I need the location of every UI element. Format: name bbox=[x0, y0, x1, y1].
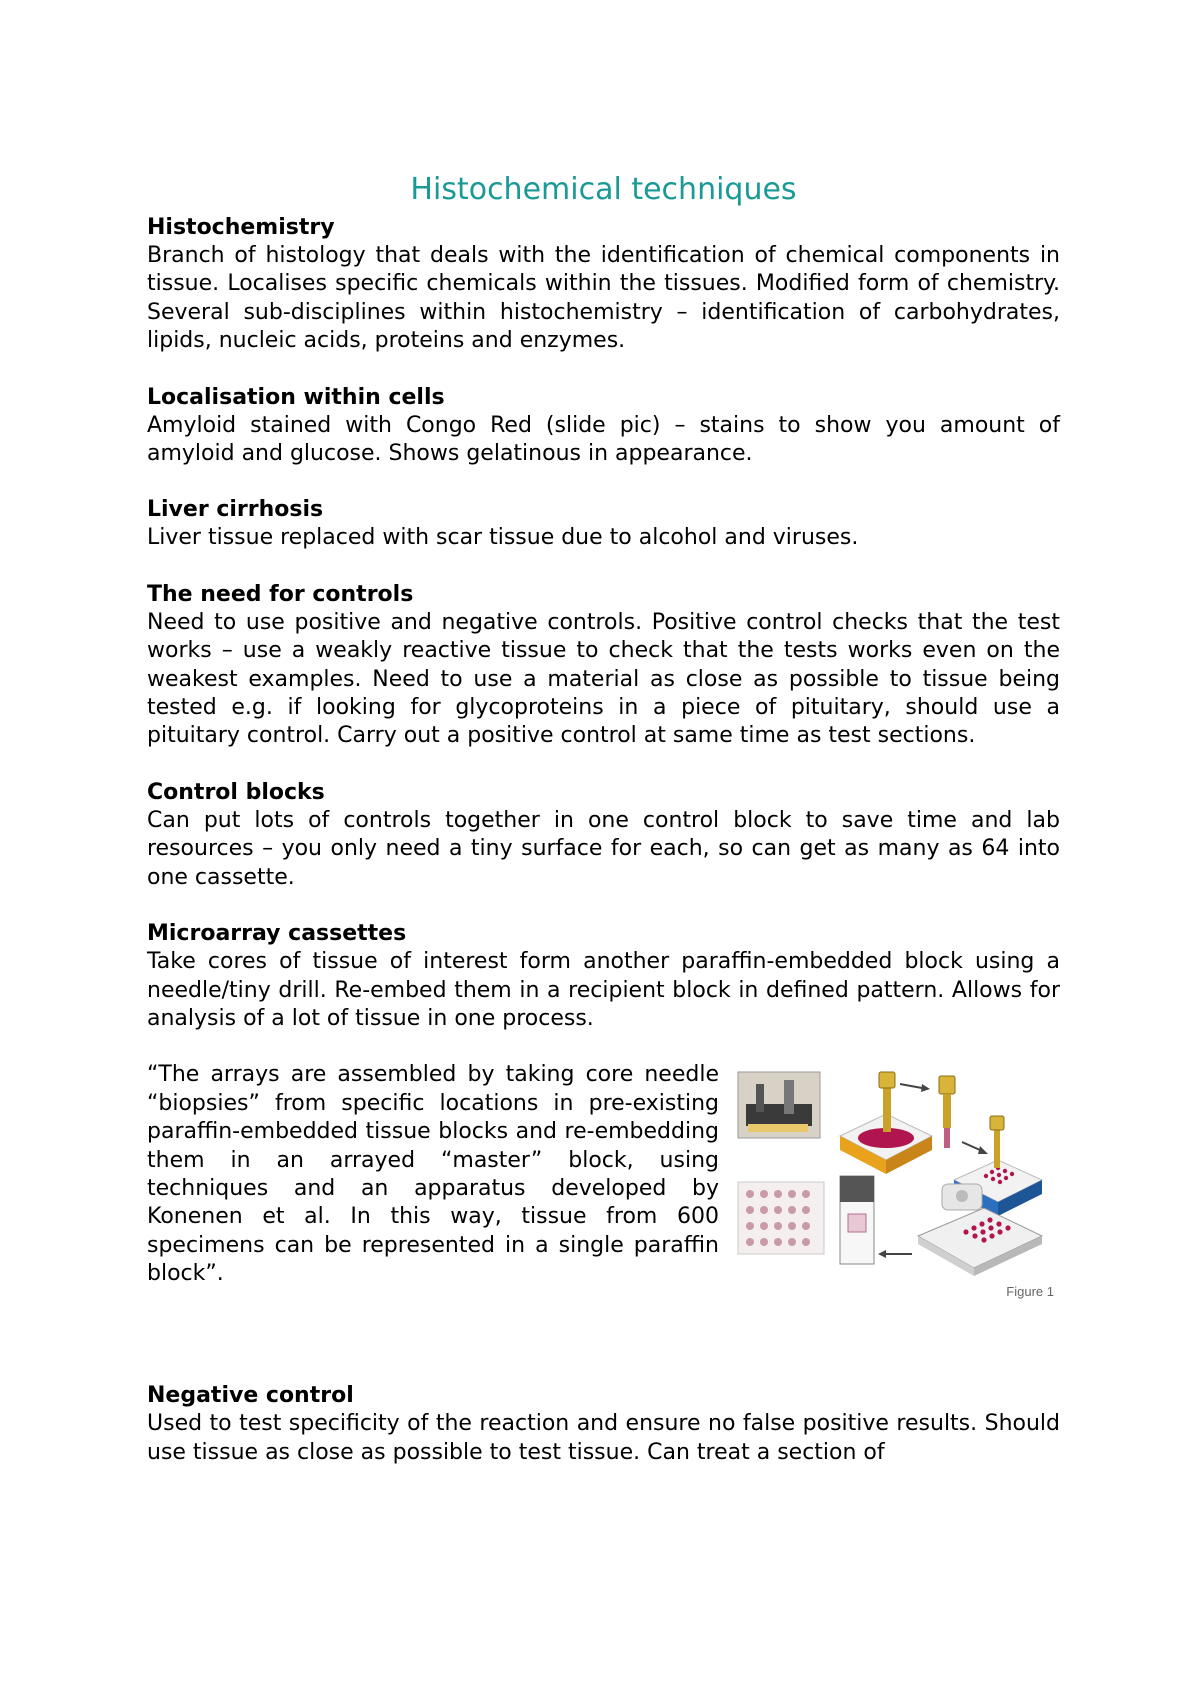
section-need-for-controls bbox=[147, 581, 1060, 751]
microtome bbox=[942, 1184, 982, 1210]
page-title: Histochemical techniques bbox=[410, 172, 797, 207]
sectioned-block bbox=[918, 1208, 1042, 1276]
section-heading: Liver cirrhosis bbox=[147, 497, 324, 523]
section-body: Liver tissue replaced with scar tissue due to alcohol and viruses. bbox=[147, 525, 859, 551]
array-sections-photo bbox=[738, 1182, 824, 1254]
section-heading: Localisation within cells bbox=[147, 384, 445, 410]
arrayer-photo bbox=[738, 1072, 820, 1138]
section-body: Amyloid stained with Congo Red (slide pic) – stains to show you amount of amyloid and glucose. Shows gelatinous in appearance. bbox=[147, 412, 1060, 467]
glass-slide bbox=[840, 1176, 874, 1264]
section-microarray-cassettes bbox=[147, 920, 1060, 1033]
spacer bbox=[147, 1330, 1060, 1382]
microarray-diagram bbox=[736, 1064, 1060, 1302]
section-body: Used to test specificity of the reaction and ensure no false positive results. Should use tissue as close as possible to test tissue. Can treat a section of bbox=[147, 1411, 1060, 1465]
arrow-icon bbox=[962, 1142, 988, 1154]
section-heading: Negative control bbox=[147, 1383, 354, 1409]
section-heading: Histochemistry bbox=[147, 215, 335, 240]
section-body: Can put lots of controls together in one control block to save time and lab resources – you only need a tiny surface for each, so can get as many as 64 into one cassette. bbox=[147, 807, 1060, 890]
arrow-icon bbox=[878, 1250, 912, 1258]
figure-caption: Figure 1 bbox=[1006, 1284, 1054, 1300]
section-negative-control bbox=[147, 1382, 1060, 1467]
microarray-figure bbox=[736, 1064, 1060, 1302]
section-body: Branch of histology that deals with the identification of chemical components in tissue. Localises specific chemicals within the tissues. Modified form of chemistry. Several sub-disciplines within histochemistry – identification of carbohydrates, lipids, nucleic acids, proteins and enzymes. bbox=[147, 243, 1060, 354]
section-liver-cirrhosis bbox=[147, 496, 1060, 552]
document-page bbox=[147, 172, 1060, 1495]
section-histochemistry bbox=[147, 214, 1060, 356]
section-body: Need to use positive and negative controls. Positive control checks that the test works – use a weakly reactive tissue to check that the tests works even on the weakest examples. Need to use a material as close as possible to tissue being tested e.g. if looking for glycoproteins in a piece of pituitary, should use a pituitary control. Carry out a positive control at same time as test sections. bbox=[147, 609, 1060, 749]
core-needle bbox=[939, 1076, 955, 1148]
section-control-blocks bbox=[147, 779, 1060, 892]
section-body: Take cores of tissue of interest form another paraffin-embedded block using a needle/tiny drill. Re-embed them in a recipient block in defined pattern. Allows for analysis of a lot of tissue in one process. bbox=[147, 949, 1060, 1031]
section-heading: Microarray cassettes bbox=[147, 921, 407, 947]
section-localisation bbox=[147, 384, 1060, 469]
quote-text: “The arrays are assembled by taking core needle “biopsies” from specific locations in pre-existing paraffin-embedded tissue blocks and re-embedding them in an arrayed “master” block, using techniques and an apparatus developed by Konenen et al. In this way, tissue from 600 specimens can be represented in a single paraffin block”. bbox=[147, 1062, 719, 1287]
arrow-icon bbox=[900, 1084, 930, 1092]
section-heading: Control blocks bbox=[147, 779, 325, 805]
section-heading: The need for controls bbox=[147, 581, 414, 607]
quote-with-figure bbox=[147, 1061, 1060, 1302]
